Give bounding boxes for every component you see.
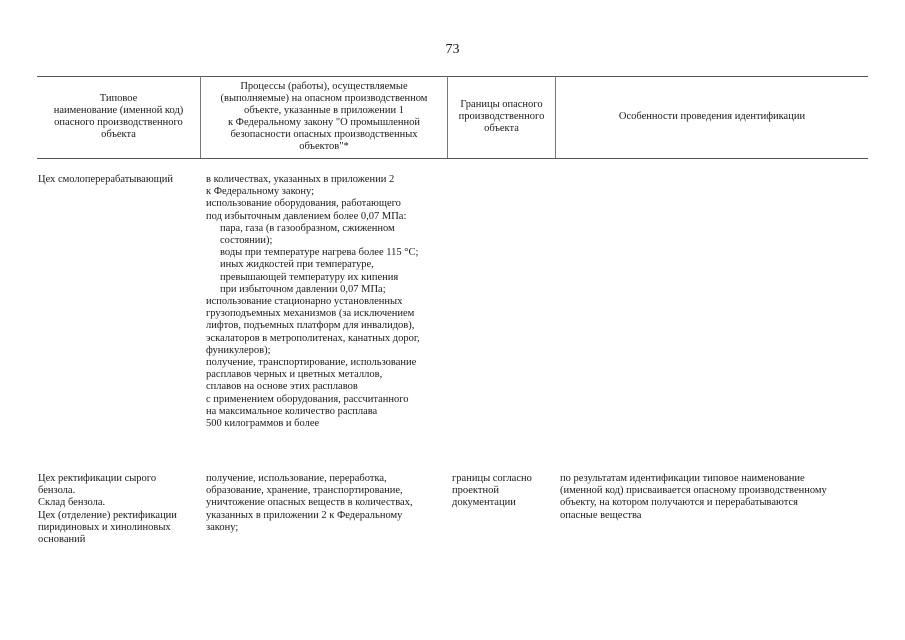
process-line: эскалаторов в метрополитенах, канатных дорог, — [206, 332, 420, 344]
process-line: сплавов на основе этих расплавов — [206, 381, 358, 393]
process-line: расплавов черных и цветных металлов, — [206, 369, 383, 381]
process-line: иных жидкостей при температуре, — [220, 259, 374, 271]
process-line: воды при температуре нагрева более 115 °С; — [220, 247, 419, 259]
process-line: 500 килограммов и более — [206, 418, 320, 430]
process-line: состоянии); — [220, 235, 273, 247]
row2-borders: границы согласно проектной документации — [452, 473, 532, 509]
process-line: в количествах, указанных в приложении 2 — [206, 174, 395, 185]
table-header-bottom-rule — [37, 158, 868, 159]
process-line: при избыточном давлении 0,07 МПа; — [220, 283, 386, 295]
process-line: к Федеральному закону; — [206, 186, 315, 198]
header-processes: Процессы (работы), осуществляемые (выполняемые) на опасном производственном объекте, указанные в приложении 1 к Федеральному закону "О промышленной безопасности опасных производственных объектов"* — [220, 81, 428, 152]
row1-processes — [206, 174, 446, 430]
process-line: лифтов, подъемных платформ для инвалидов), — [206, 320, 415, 332]
row2-object-name: Цех ректификации сырого бензола. Склад бензола. Цех (отделение) ректификации пиридиновых и хинолиновых оснований — [38, 473, 177, 546]
process-line: превышающей температуру их кипения — [220, 271, 399, 283]
row2-processes: получение, использование, переработка, образование, хранение, транспортирование, уничтожение опасных веществ в количествах, указанных в приложении 2 к Федеральному закону; — [206, 473, 413, 533]
header-borders: Границы опасного производственного объекта — [458, 99, 545, 134]
process-line: фуникулеров); — [206, 344, 271, 356]
process-line: использование оборудования, работающего — [206, 198, 401, 210]
header-features: Особенности проведения идентификации — [618, 111, 806, 122]
process-line: использование стационарно установленных — [206, 296, 403, 308]
process-line: получение, транспортирование, использование — [206, 357, 417, 369]
process-line: с применением оборудования, рассчитанного — [206, 393, 409, 405]
header-object-name: Типовое наименование (именной код) опасного производственного объекта — [53, 93, 184, 140]
process-line: грузоподъемных механизмов (за исключением — [206, 308, 415, 320]
row2-features: по результатам идентификации типовое наименование (именной код) присваивается опасному производственному объекту, на котором получаются и перерабатываются опасные вещества — [560, 473, 827, 521]
process-line: пара, газа (в газообразном, сжиженном — [220, 222, 395, 234]
page-number: 73 — [445, 42, 460, 57]
row1-object-name: Цех смолоперерабатывающий — [38, 174, 174, 185]
process-line: под избыточным давлением более 0,07 МПа: — [206, 210, 407, 222]
process-line: на максимальное количество расплава — [206, 405, 378, 417]
